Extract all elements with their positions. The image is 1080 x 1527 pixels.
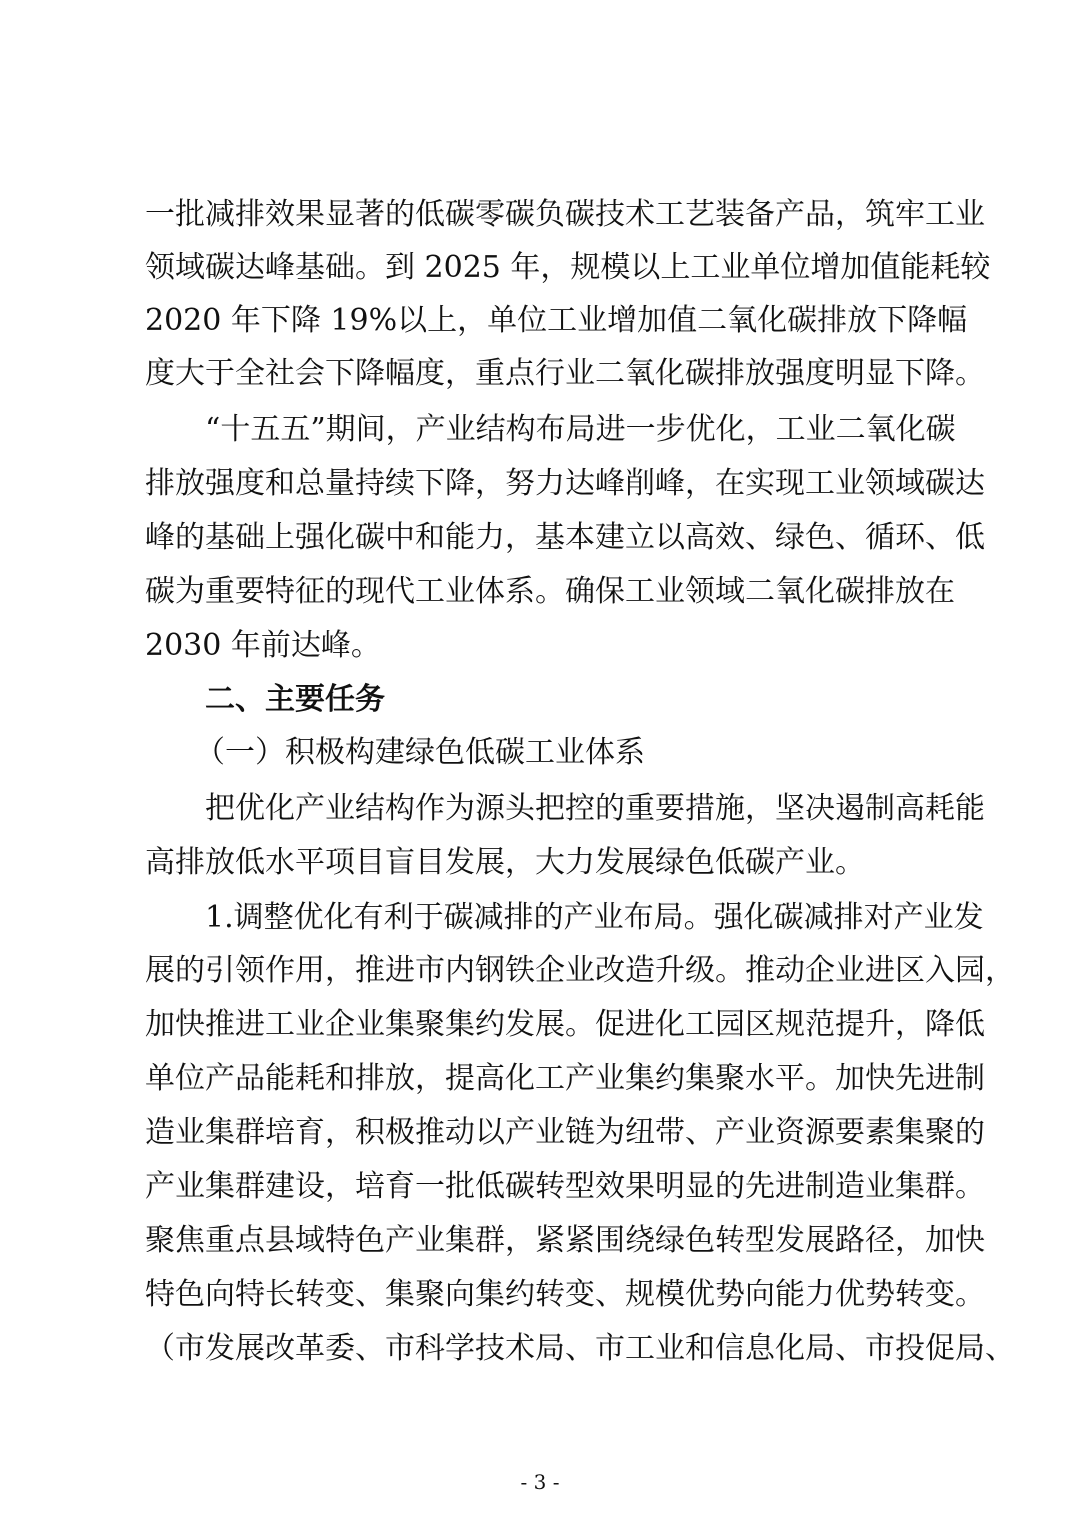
section-heading: 二、主要任务 xyxy=(205,682,385,717)
paragraph-line: 造业集群培育，积极推动以产业链为纽带、产业资源要素集聚的 xyxy=(145,1115,985,1150)
paragraph-line: 碳为重要特征的现代工业体系。确保工业领域二氧化碳排放在 xyxy=(145,574,955,609)
paragraph-line: 产业集群建设，培育一批低碳转型效果明显的先进制造业集群。 xyxy=(145,1169,985,1204)
paragraph-line: 单位产品能耗和排放，提高化工产业集约集聚水平。加快先进制 xyxy=(145,1061,985,1096)
paragraph-line: 聚焦重点县域特色产业集群，紧紧围绕绿色转型发展路径，加快 xyxy=(145,1223,985,1258)
page-number: - 3 - xyxy=(520,1470,560,1494)
paragraph-line: 高排放低水平项目盲目发展，大力发展绿色低碳产业。 xyxy=(145,845,865,880)
subsection-heading: （一）积极构建绿色低碳工业体系 xyxy=(195,735,645,770)
paragraph-line: 度大于全社会下降幅度，重点行业二氧化碳排放强度明显下降。 xyxy=(145,356,985,391)
paragraph-line: 排放强度和总量持续下降，努力达峰削峰，在实现工业领域碳达 xyxy=(145,466,985,501)
paragraph-line: 把优化产业结构作为源头把控的重要措施，坚决遏制高耗能 xyxy=(205,791,985,826)
paragraph-line: 特色向特长转变、集聚向集约转变、规模优势向能力优势转变。 xyxy=(145,1277,985,1312)
paragraph-line: 领域碳达峰基础。到 2025 年，规模以上工业单位增加值能耗较 xyxy=(145,250,991,285)
paragraph-line: 加快推进工业企业集聚集约发展。促进化工园区规范提升，降低 xyxy=(145,1007,985,1042)
paragraph-line: （市发展改革委、市科学技术局、市工业和信息化局、市投促局、 xyxy=(145,1331,1015,1366)
paragraph-line: 2020 年下降 19%以上，单位工业增加值二氧化碳排放下降幅 xyxy=(145,303,968,338)
paragraph-line: “十五五”期间，产业结构布局进一步优化，工业二氧化碳 xyxy=(205,412,956,447)
paragraph-line: 峰的基础上强化碳中和能力，基本建立以高效、绿色、循环、低 xyxy=(145,520,985,555)
paragraph-line: 2030 年前达峰。 xyxy=(145,628,381,663)
paragraph-line: 展的引领作用，推进市内钢铁企业改造升级。推动企业进区入园， xyxy=(145,953,1015,988)
paragraph-line: 一批减排效果显著的低碳零碳负碳技术工艺装备产品，筑牢工业 xyxy=(145,197,985,232)
paragraph-line: 1.调整优化有利于碳减排的产业布局。强化碳减排对产业发 xyxy=(205,900,984,935)
